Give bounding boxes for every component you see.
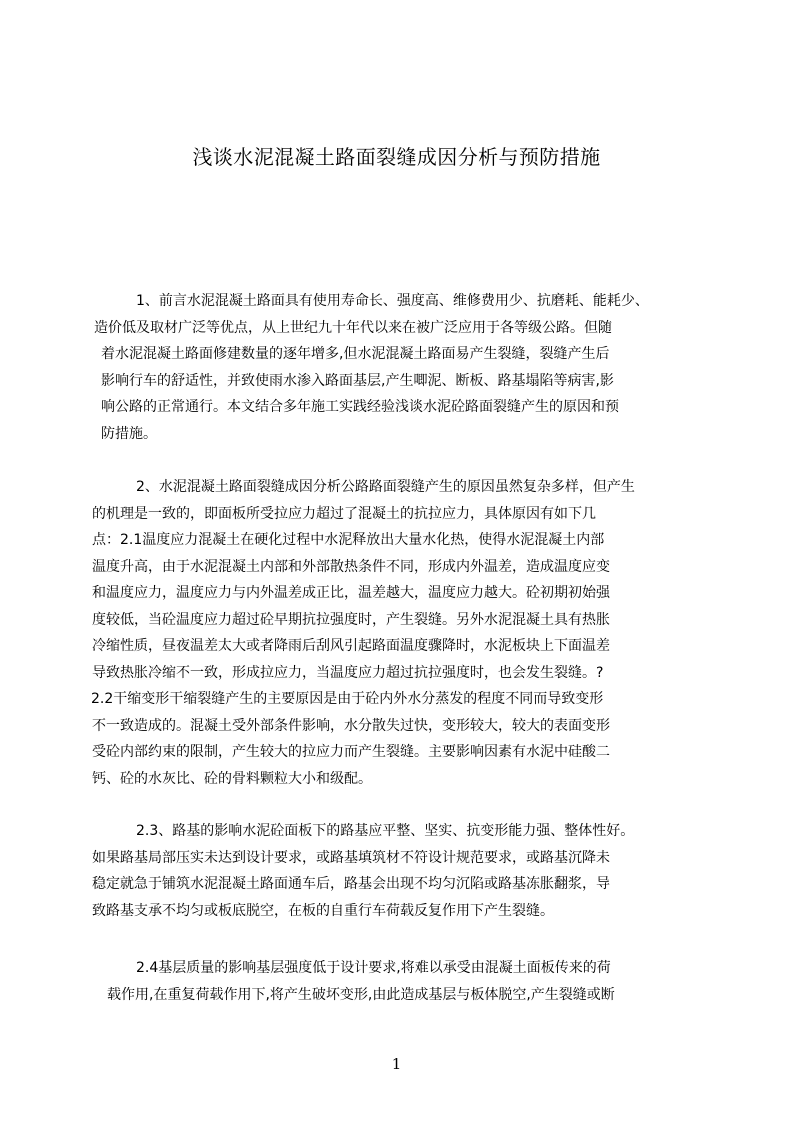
paragraph-line: 致路基支承不均匀或板底脱空，在板的自重行车荷载反复作用下产生裂缝。 (92, 902, 554, 919)
paragraph-line: 点：2.1温度应力混凝土在硬化过程中水泥释放出大量水化热，使得水泥混凝土内部 (92, 532, 605, 548)
paragraph-line: 钙、砼的水灰比、砼的骨料颗粒大小和级配。 (92, 770, 372, 787)
paragraph-base-quality (106, 955, 706, 1008)
page-number: 1 (391, 1055, 402, 1073)
paragraph-introduction (94, 288, 730, 447)
paragraph-line: 冷缩性质，昼夜温差太大或者降雨后刮风引起路面温度骤降时，水泥板块上下面温差 (92, 638, 610, 654)
paragraph-subgrade-influence (92, 818, 712, 924)
paragraph-line: 如果路基局部压实未达到设计要求，或路基填筑材不符设计规范要求，或路基沉降未 (92, 849, 610, 866)
paragraph-line: 2.4基层质量的影响基层强度低于设计要求,将难以承受由混凝土面板传来的荷 (136, 960, 611, 976)
paragraph-line: 受砼内部约束的限制，产生较大的拉应力而产生裂缝。主要影响因素有水泥中硅酸二 (92, 744, 610, 760)
paragraph-line: 2.3、路基的影响水泥砼面板下的路基应平整、坚实、抗变形能力强、整体性好。 (136, 823, 635, 839)
paragraph-line: 2.2干缩变形干缩裂缝产生的主要原因是由于砼内外水分蒸发的程度不同而导致变形 (91, 691, 604, 707)
paragraph-line: 不一致造成的。混凝土受外部条件影响，水分散失过快，变形较大，较大的表面变形 (92, 717, 610, 734)
paragraph-line: 防措施。 (101, 425, 157, 442)
paragraph-line: 1、前言水泥混凝土路面具有使用寿命长、强度高、维修费用少、抗磨耗、能耗少、 (136, 293, 649, 309)
paragraph-line: 影响行车的舒适性，并致使雨水渗入路面基层,产生唧泥、断板、路基塌陷等病害,影 (101, 372, 614, 389)
paragraph-line: 度较低，当砼温度应力超过砼早期抗拉强度时，产生裂缝。另外水泥混凝土具有热胀 (92, 611, 610, 628)
paragraph-line: 的机理是一致的，即面板所受拉应力超过了混凝土的抗拉应力，具体原因有如下几 (92, 505, 596, 522)
document-title: 浅谈水泥混凝土路面裂缝成因分析与预防措施 (192, 145, 601, 169)
paragraph-line: 2、水泥混凝土路面裂缝成因分析公路路面裂缝产生的原因虽然复杂多样，但产生 (136, 479, 635, 495)
paragraph-line: 载作用,在重复荷载作用下,将产生破坏变形,由此造成基层与板体脱空,产生裂缝或断 (107, 986, 615, 1003)
paragraph-crack-causes (91, 474, 711, 792)
paragraph-line: 响公路的正常通行。本文结合多年施工实践经验浅谈水泥砼路面裂缝产生的原因和预 (101, 399, 619, 415)
paragraph-line: 着水泥混凝土路面修建数量的逐年增多,但水泥混凝土路面易产生裂缝，裂缝产生后 (101, 346, 610, 362)
paragraph-line: 稳定就急于铺筑水泥混凝土路面通车后，路基会出现不均匀沉陷或路基冻胀翻浆，导 (92, 876, 610, 892)
paragraph-line: 和温度应力，温度应力与内外温差成正比，温差越大，温度应力越大。砼初期初始强 (92, 585, 610, 601)
paragraph-line: 造价低及取材广泛等优点，从上世纪九十年代以来在被广泛应用于各等级公路。但随 (94, 319, 612, 336)
paragraph-line: 温度升高，由于水泥混凝土内部和外部散热条件不同，形成内外温差，造成温度应变 (92, 558, 610, 575)
paragraph-line: 导致热胀冷缩不一致，形成拉应力，当温度应力超过抗拉强度时，也会发生裂缝。? (92, 664, 604, 681)
